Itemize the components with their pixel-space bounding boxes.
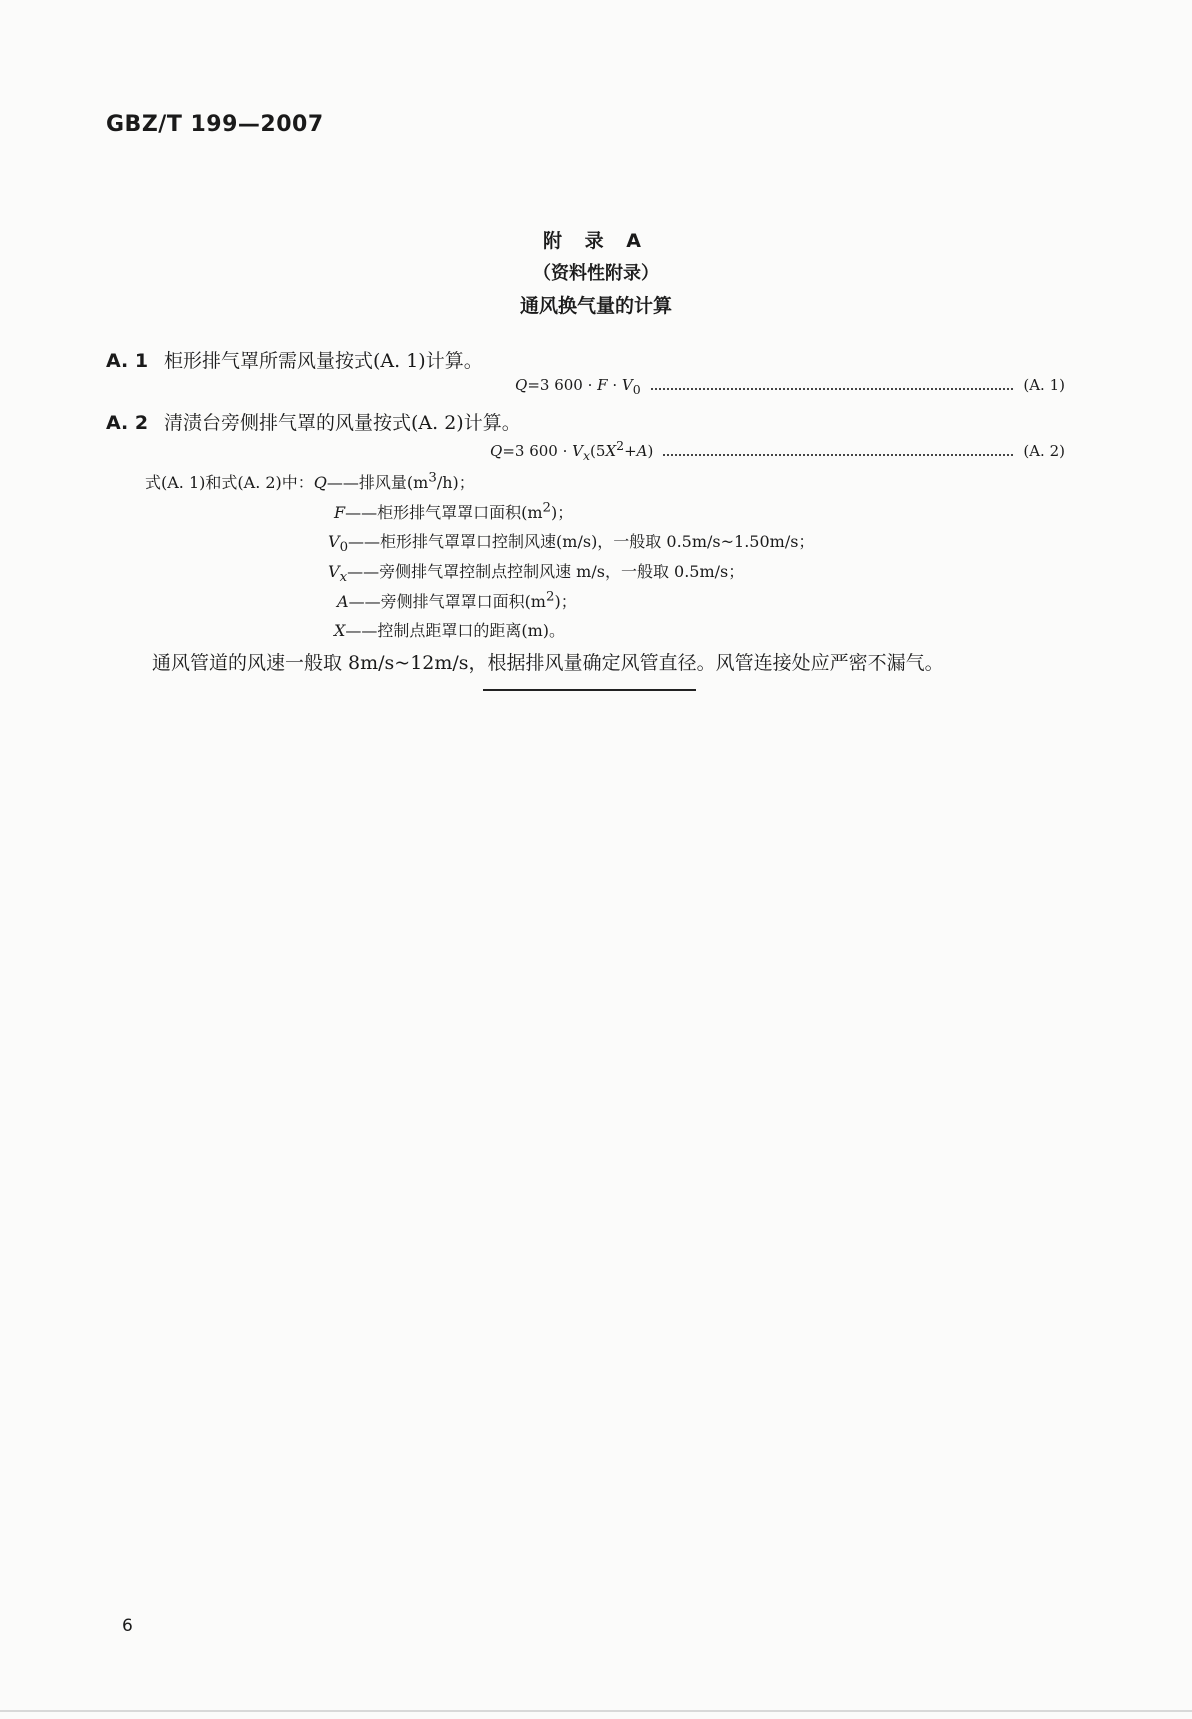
appendix-type: （资料性附录） bbox=[533, 263, 659, 284]
leader-dots bbox=[663, 454, 1013, 456]
variable-definition: $V_0——$柜形排气罩罩口控制风速(m/s)，一般取 0.5m/s~1.50m/s； bbox=[328, 532, 815, 556]
page-number: 6 bbox=[122, 1616, 133, 1636]
clause-number: A. 2 bbox=[106, 412, 149, 434]
formula-expression: Q=3 $600 \cdot V_x(5X^2+A)$ bbox=[490, 438, 654, 463]
equation-number: (A. 2) bbox=[1023, 442, 1065, 460]
standard-code: GBZ/T 199—2007 bbox=[106, 112, 324, 137]
variable-definition: A——旁侧排气罩罩口面积$(m^2)$； bbox=[337, 589, 577, 611]
variable-definition: X——控制点距罩口的距离(m)。 bbox=[334, 621, 566, 640]
variable-definition: $V_x——$旁侧排气罩控制点控制风速 m/s，一般取 0.5m/s； bbox=[328, 562, 745, 586]
variables-intro: 式(A. 1)和式(A. 2)中： bbox=[145, 473, 314, 492]
variable-definition: 式(A. 1)和式(A. 2)中：Q——排风量$(m^3/h)$； bbox=[145, 470, 475, 492]
appendix-title: 通风换气量的计算 bbox=[519, 295, 672, 317]
clause-text: 清渍台旁侧排气罩的风量按式(A. 2)计算。 bbox=[164, 412, 521, 434]
closing-paragraph: 通风管道的风速一般取 8m/s~12m/s，根据排风量确定风管直径。风管连接处应严密不漏气。 bbox=[152, 652, 944, 674]
equation-number: (A. 1) bbox=[1023, 376, 1065, 394]
formula-expression: Q=3 $600 \cdot F \cdot V_0$ bbox=[515, 376, 641, 397]
formula-a1 bbox=[515, 376, 1065, 397]
page-edge bbox=[0, 1710, 1192, 1712]
leader-dots bbox=[651, 388, 1014, 390]
clause-text: 柜形排气罩所需风量按式(A. 1)计算。 bbox=[164, 350, 483, 372]
variable-definition: F——柜形排气罩罩口面积$(m^2)$； bbox=[334, 500, 574, 522]
appendix-label: 附 录 A bbox=[543, 230, 649, 252]
clause-a2 bbox=[106, 408, 521, 435]
clause-a1 bbox=[106, 346, 483, 373]
end-rule bbox=[483, 689, 696, 691]
formula-a2 bbox=[490, 438, 1065, 463]
clause-number: A. 1 bbox=[106, 350, 149, 372]
